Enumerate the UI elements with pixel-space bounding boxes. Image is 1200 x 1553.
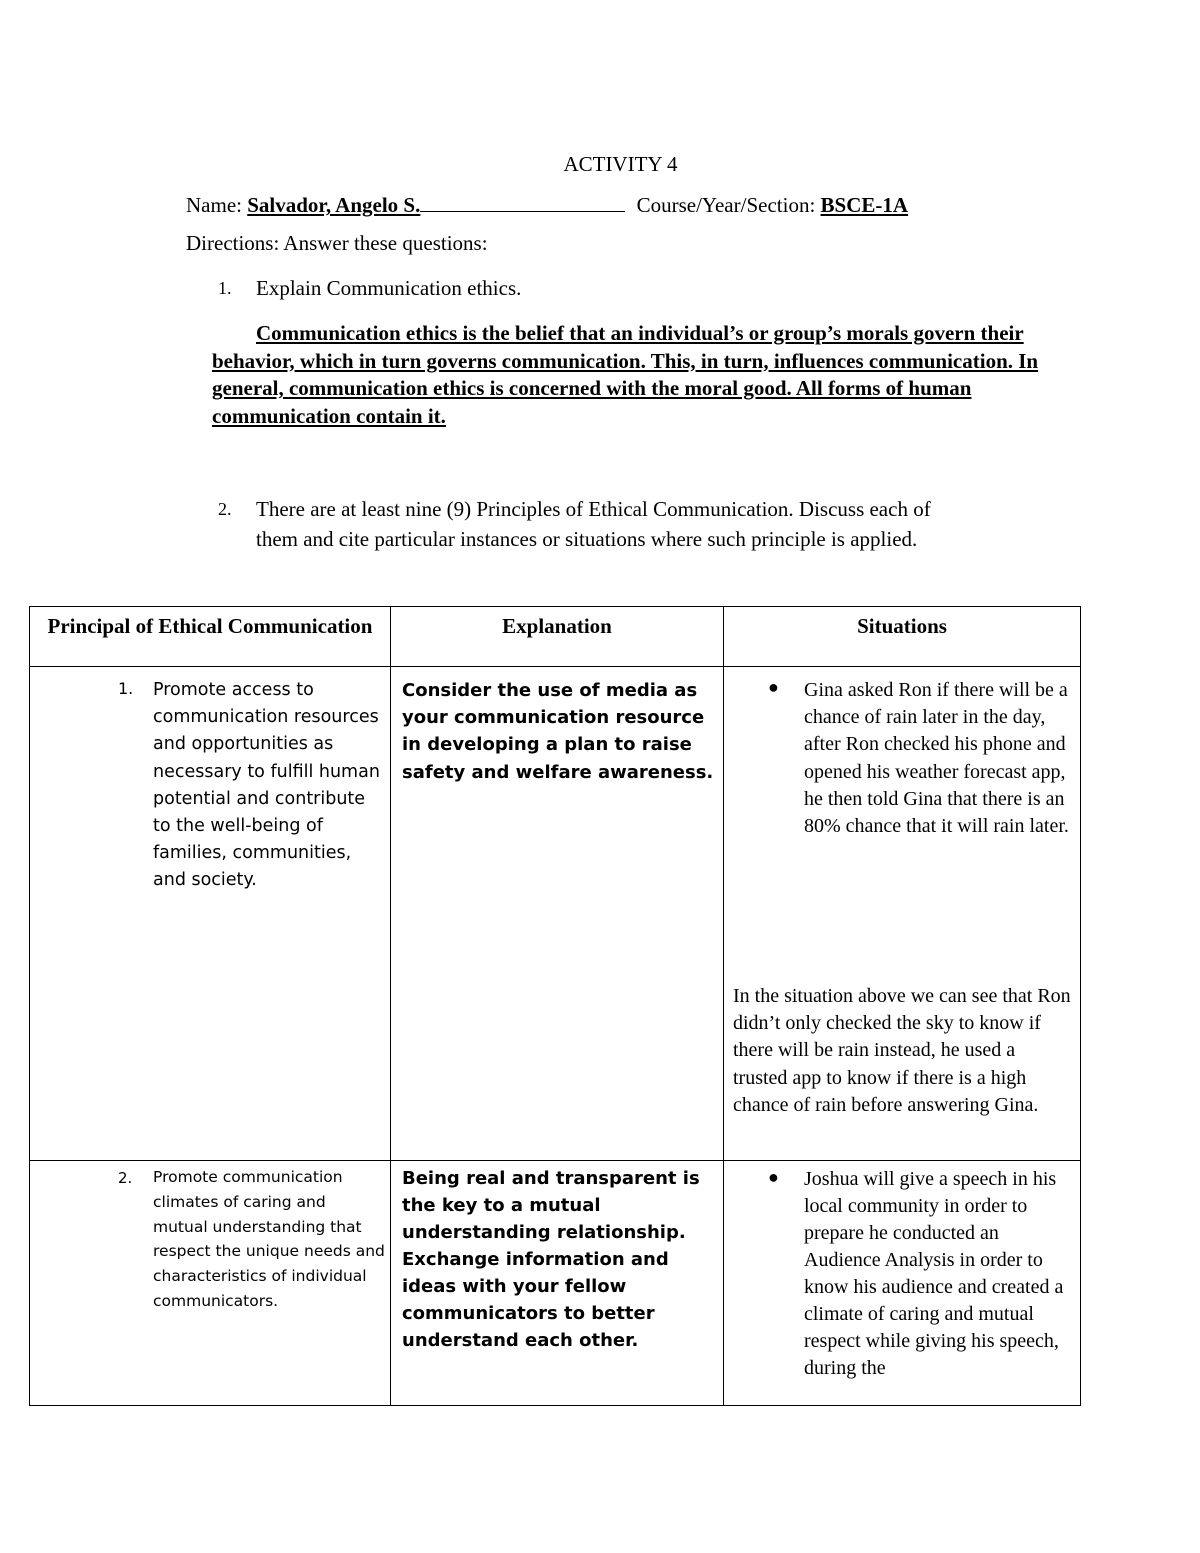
explanation-text: Consider the use of media as your communication resource in developing a plan to raise safety and welfare awareness. [402, 680, 714, 783]
page-title: ACTIVITY 4 [563, 152, 678, 176]
situation-text: Joshua will give a speech in his local community in order to prepare he conducted an Audience Analysis in order to know his audience and created a climate of caring and mutual respect while giving his speech, during the [804, 1168, 1064, 1379]
question-1-text: Explain Communication ethics. [256, 276, 522, 300]
question-2-text: There are at least nine (9) Principles of Ethical Communication. Discuss each of them and cite particular instances or situations where such principle is applied. [256, 497, 931, 551]
header-situations: Situations [724, 607, 1081, 667]
bullet-icon: ● [768, 1167, 779, 1187]
situation-text: Gina asked Ron if there will be a chance of rain later in the day, after Ron checked his phone and opened his weather forecast app, he then told Gina that there is an 80% chance that it will rain later. [804, 679, 1069, 838]
situation-analysis: In the situation above we can see that Ron didn’t only checked the sky to know if there will be rain instead, he used a trusted app to know if there is a high chance of rain before answering Gina. [733, 985, 1071, 1116]
principle-number: 1. [118, 679, 134, 698]
question-2-number: 2. [218, 499, 232, 519]
principle-number: 2. [118, 1169, 133, 1187]
course-value: BSCE-1A [820, 193, 909, 217]
name-underline [420, 193, 625, 212]
table-row [30, 1161, 1081, 1406]
name-line [186, 193, 908, 218]
question-1-answer: Communication ethics is the belief that an individual’s or group’s morals govern their behavior, which in turn governs communication. This, in turn, influences communication. In general, communication ethics is concerned with the moral good. All forms of human communication contain it. [212, 321, 1039, 428]
bullet-icon: ● [768, 677, 779, 697]
header-principle: Principal of Ethical Communication [30, 607, 391, 667]
table-row [30, 667, 1081, 1161]
course-label: Course/Year/Section: [636, 193, 816, 217]
name-label: Name: [186, 193, 242, 217]
explanation-text: Being real and transparent is the key to a mutual understanding relationship. Exchange information and ideas with your fellow communicators to better understand each other. [402, 1168, 700, 1351]
question-1-number: 1. [218, 278, 232, 298]
table-header-row [30, 607, 1081, 667]
question-1-answer-block [212, 320, 1052, 430]
header-explanation: Explanation [391, 607, 724, 667]
name-value: Salvador, Angelo S. [247, 193, 421, 217]
directions: Directions: Answer these questions: [186, 231, 488, 255]
principle-text: Promote access to communication resources and opportunities as necessary to fulfill human potential and contribute to the well-being of families, communities, and society. [153, 680, 380, 891]
principles-table [29, 606, 1081, 1406]
principle-text: Promote communication climates of caring and mutual understanding that respect the unique needs and characteristics of individual communicators. [153, 1168, 385, 1310]
